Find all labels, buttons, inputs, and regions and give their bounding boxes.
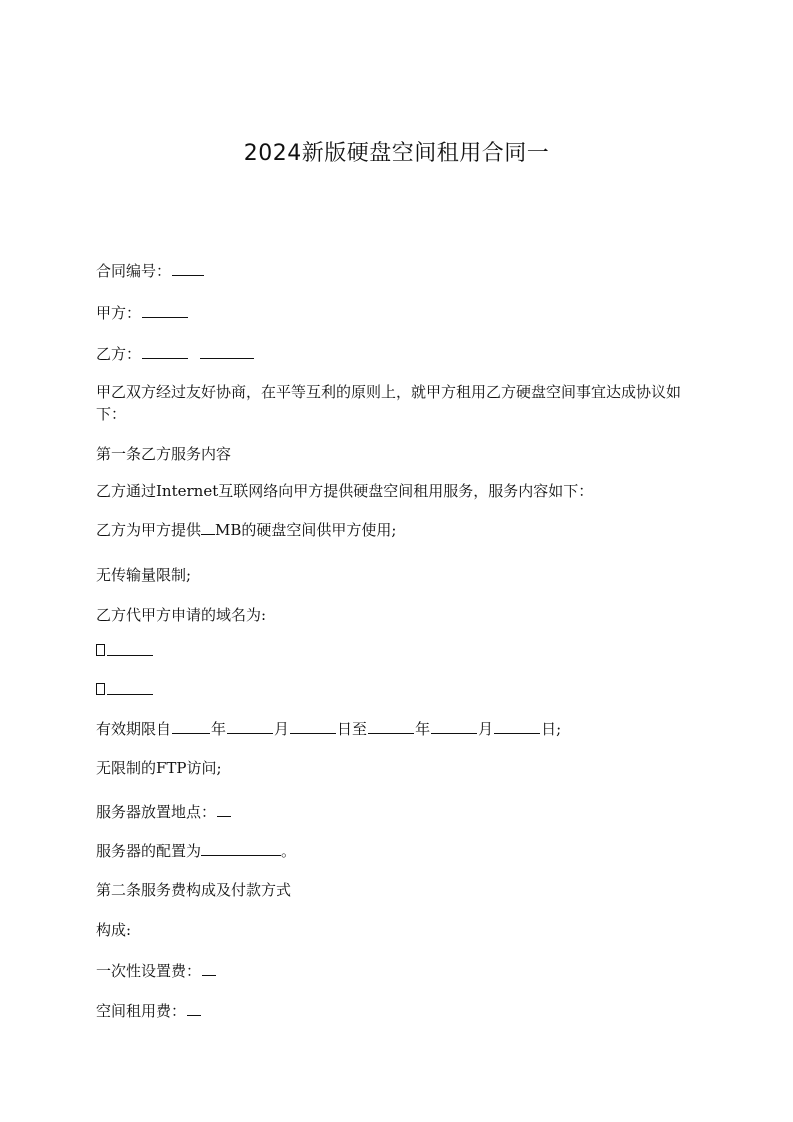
year-label-2: 年 bbox=[415, 720, 431, 738]
no-transfer-limit-line: 无传输量限制; bbox=[96, 566, 192, 584]
month-label: 月 bbox=[274, 720, 290, 738]
setup-fee-blank bbox=[202, 961, 216, 976]
party-b-blank-2 bbox=[200, 344, 254, 359]
checkbox-icon bbox=[96, 644, 105, 656]
party-a-line bbox=[96, 302, 189, 324]
article-2-heading: 第二条服务费构成及付款方式 bbox=[96, 881, 292, 899]
setup-fee-line bbox=[96, 960, 217, 982]
year-label: 年 bbox=[211, 720, 227, 738]
contract-number-line bbox=[96, 260, 205, 282]
end-year-blank bbox=[368, 719, 414, 734]
server-location-label: 服务器放置地点： bbox=[96, 803, 217, 821]
domain-entry-1 bbox=[96, 640, 154, 662]
intro-paragraph: 甲乙双方经过友好协商，在平等互利的原则上，就甲方租用乙方硬盘空间事宜达成协议如下： bbox=[96, 383, 682, 423]
domain-blank-2 bbox=[107, 680, 153, 695]
disk-space-blank bbox=[201, 520, 215, 535]
party-b-line bbox=[96, 343, 255, 365]
contract-number-label: 合同编号： bbox=[96, 262, 172, 280]
setup-fee-label: 一次性设置费： bbox=[96, 962, 202, 980]
document-title: 2024新版硬盘空间租用合同一 bbox=[243, 141, 550, 166]
day-to-label: 日至 bbox=[337, 720, 368, 738]
rent-fee-line bbox=[96, 1000, 202, 1022]
end-month-blank bbox=[431, 719, 477, 734]
start-day-blank bbox=[290, 719, 336, 734]
server-config-pre: 服务器的配置为 bbox=[96, 842, 202, 860]
server-config-post: 。 bbox=[281, 842, 297, 860]
day-end-label: 日; bbox=[541, 720, 562, 738]
disk-space-line bbox=[96, 519, 396, 541]
validity-pre: 有效期限自 bbox=[96, 720, 172, 738]
end-day-blank bbox=[494, 719, 540, 734]
rent-fee-label: 空间租用费： bbox=[96, 1002, 187, 1020]
party-a-blank bbox=[142, 303, 188, 318]
server-config-blank bbox=[201, 841, 281, 856]
disk-space-pre: 乙方为甲方提供 bbox=[96, 521, 202, 539]
disk-space-post: MB的硬盘空间供甲方使用; bbox=[215, 521, 397, 539]
server-location-blank bbox=[217, 802, 231, 817]
party-b-label: 乙方： bbox=[96, 345, 142, 363]
server-location-line bbox=[96, 801, 232, 823]
month-label-2: 月 bbox=[478, 720, 494, 738]
party-b-blank bbox=[142, 344, 188, 359]
domain-entry-2 bbox=[96, 679, 154, 701]
article-1-heading: 第一条乙方服务内容 bbox=[96, 445, 232, 463]
validity-period-line bbox=[96, 718, 561, 740]
ftp-access-line: 无限制的FTP访问; bbox=[96, 759, 222, 777]
composition-line: 构成: bbox=[96, 921, 132, 939]
domain-line: 乙方代甲方申请的域名为: bbox=[96, 606, 267, 624]
start-month-blank bbox=[227, 719, 273, 734]
party-a-label: 甲方： bbox=[96, 304, 142, 322]
checkbox-icon bbox=[96, 683, 105, 695]
service-intro-line: 乙方通过Internet互联网络向甲方提供硬盘空间租用服务，服务内容如下： bbox=[96, 482, 594, 500]
contract-number-blank bbox=[172, 261, 204, 276]
server-config-line bbox=[96, 840, 296, 862]
start-year-blank bbox=[172, 719, 210, 734]
rent-fee-blank bbox=[187, 1001, 201, 1016]
domain-blank-1 bbox=[107, 641, 153, 656]
